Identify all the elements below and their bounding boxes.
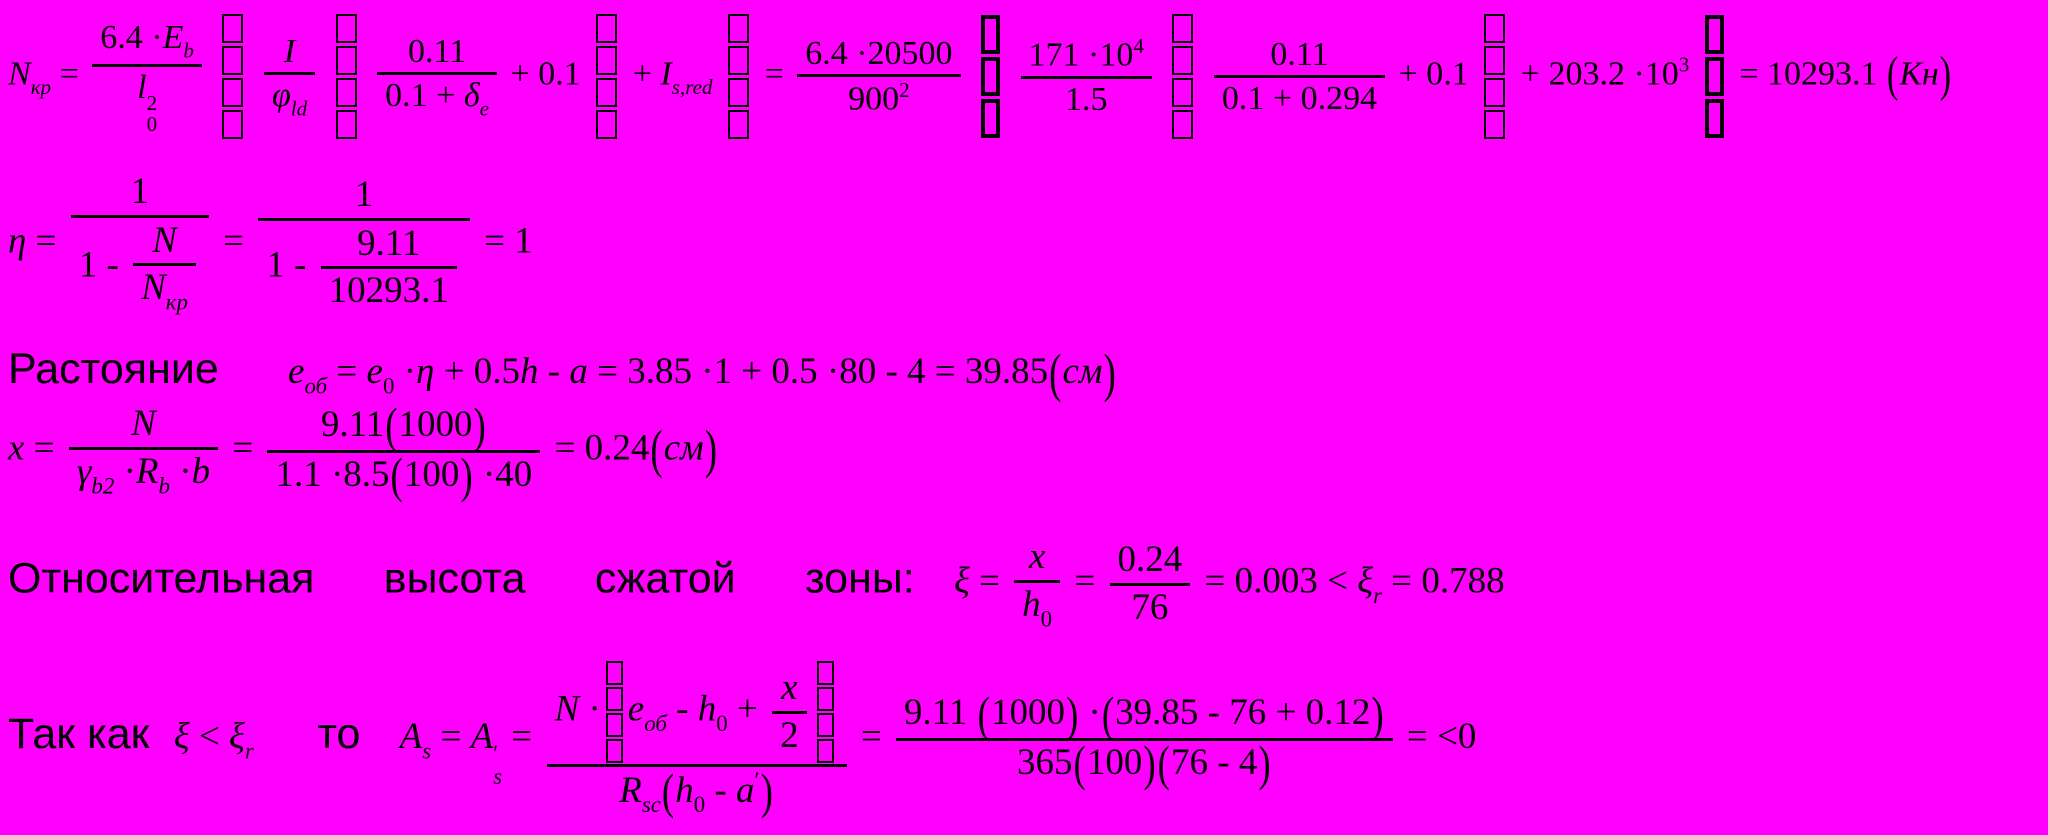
var-gamma: γ: [76, 450, 92, 492]
right-paren: ): [1065, 687, 1079, 743]
left-paren: (: [1049, 344, 1062, 404]
equals-sign: =: [1074, 560, 1105, 602]
var-N: N: [141, 267, 166, 309]
missing-glyph-left-bracket-icon: [222, 14, 243, 139]
frac-911-over-102931: [321, 222, 457, 314]
var-x: x: [8, 427, 25, 469]
unit-sm: см: [663, 427, 704, 469]
var-N: N: [131, 403, 156, 444]
var-I-sub-sred: s,red: [671, 74, 713, 99]
var-xi-sub-r: r: [1373, 582, 1383, 608]
equation-eta: [8, 170, 533, 318]
frac-6.4-20500-over-900sq: [797, 33, 960, 120]
left-paren: (: [661, 764, 675, 820]
right-paren: ): [1258, 737, 1271, 793]
var-phi-sub-ld: ld: [290, 96, 308, 121]
dot-operator: ·: [170, 450, 192, 492]
frac-911-1000-over-den: [267, 398, 540, 504]
equals-sign: =: [336, 351, 367, 392]
den-1-minus: 1 -: [266, 244, 316, 286]
var-h: h: [675, 769, 694, 811]
missing-glyph-right-bracket-icon: [817, 661, 834, 763]
var-xi-sub-r: r: [244, 738, 254, 764]
dot-operator: ·: [114, 450, 136, 492]
dot-operator: ·: [579, 688, 601, 730]
minus-sign: -: [705, 769, 737, 811]
num-6.4-20500: 6.4 ·20500: [805, 35, 953, 73]
var-delta: δ: [463, 77, 480, 115]
var-a: a: [736, 769, 755, 811]
frac-011-over-01-delta: [377, 31, 497, 122]
less-than-sign: <: [189, 716, 229, 758]
missing-glyph-left-paren-icon: [336, 14, 357, 139]
result-39.85: = 3.85 ·1 + 0.5 ·80 - 4 = 39.85: [597, 351, 1049, 392]
equals-sign: =: [35, 220, 66, 262]
right-paren: ): [473, 398, 486, 454]
var-gamma-sub-b2: b2: [91, 472, 115, 498]
var-e: e: [627, 688, 645, 730]
var-h-sub-0: 0: [693, 792, 706, 818]
equals-sign: =: [223, 220, 254, 262]
dot-operator: ·: [1079, 692, 1101, 734]
word-vysota: высота: [383, 554, 526, 603]
equation-xi: [8, 535, 1505, 633]
term-plus-0.1: + 0.1: [1398, 55, 1469, 93]
var-E-sub-b: b: [183, 38, 194, 63]
frac-I-over-phi: [264, 31, 315, 122]
var-h-sub-0: 0: [716, 710, 728, 736]
result-0.788: = 0.788: [1391, 560, 1505, 602]
var-xi: ξ: [953, 560, 970, 602]
right-paren: ): [1103, 344, 1116, 404]
var-eta: η: [416, 351, 435, 392]
den-1.5: 1.5: [1064, 80, 1108, 118]
var-delta-sub-e: e: [479, 96, 490, 121]
equals-sign: =: [232, 427, 263, 469]
missing-glyph-right-bracket-bold-icon: [1705, 15, 1724, 138]
var-E: E: [162, 19, 184, 57]
coef: 6.4 ·: [100, 19, 163, 57]
frac-171e4-over-1.5: [1021, 33, 1152, 120]
term-plus-0.5: + 0.5: [443, 351, 520, 392]
num-1: 1: [354, 174, 374, 216]
var-R-sub-sc: sc: [641, 792, 661, 818]
var-a: a: [569, 351, 588, 392]
equation-x: [8, 398, 718, 504]
den-365: 365: [1017, 742, 1073, 784]
right-paren: ): [704, 421, 718, 481]
frac-024-over-76: [1110, 538, 1191, 630]
var-xi: ξ: [173, 716, 190, 758]
den-100: 100: [1086, 742, 1143, 784]
var-b: b: [191, 450, 211, 492]
equals-sign: =: [764, 55, 793, 93]
sup-3: 3: [1678, 52, 1690, 77]
var-xi-r: ξ: [228, 716, 245, 758]
left-paren: (: [650, 421, 663, 481]
right-paren: ): [1371, 687, 1384, 743]
num-1000: 1000: [398, 403, 473, 445]
right-paren: ): [1143, 737, 1156, 793]
equals-sign: =: [979, 560, 1010, 602]
left-paren: (: [1887, 48, 1899, 103]
minus-sign: -: [666, 688, 698, 730]
num-39.85-76-0.12: 39.85 - 76 + 0.12: [1115, 692, 1371, 734]
missing-glyph-right-paren-icon: [1484, 14, 1505, 139]
missing-glyph-left-paren-icon: [1172, 14, 1193, 139]
frac-x-over-2: [772, 666, 807, 758]
num-0.11: 0.11: [407, 33, 467, 71]
num-9.11: 9.11: [357, 222, 421, 264]
var-h-sub-0: 0: [1040, 605, 1053, 631]
den-0.1-plus: 0.1 +: [385, 77, 464, 115]
dot-operator: ·: [403, 351, 417, 392]
plus-sign: +: [727, 688, 768, 730]
equation-distance: [8, 344, 1117, 404]
equation-as: [8, 660, 1476, 819]
num-171-10: 171 ·10: [1028, 36, 1134, 74]
unit-sm: см: [1062, 351, 1103, 392]
var-h: h: [1022, 583, 1041, 625]
var-R: R: [619, 769, 642, 811]
var-e-sub-0: 0: [382, 373, 395, 399]
var-h: h: [520, 351, 539, 392]
frac-011-over-0.394: [1214, 34, 1385, 119]
right-paren: ): [760, 764, 773, 820]
sub-0: 0: [146, 111, 158, 136]
var-A-sub-s: s: [422, 738, 432, 764]
left-paren: (: [977, 687, 990, 743]
term-203.2: + 203.2 ·10: [1520, 55, 1679, 93]
frac-numeric-result: [896, 687, 1393, 793]
num-9.11: 9.11: [320, 403, 385, 445]
label-rastoyanie: Растояние: [8, 345, 219, 393]
num-0.11: 0.11: [1270, 35, 1329, 73]
frac-6.4Eb-over-l02: [92, 17, 202, 135]
left-paren: (: [390, 448, 403, 504]
equation-n-critical: [8, 14, 1952, 139]
frac-N-over-gammaRb: [69, 402, 218, 500]
word-zony: зоны:: [804, 554, 915, 603]
right-paren: ): [460, 448, 473, 504]
left-paren: (: [1073, 737, 1086, 793]
word-szhatoy: сжатой: [594, 554, 736, 603]
missing-glyph-left-bracket-icon: [606, 661, 623, 763]
equals-sign: =: [860, 716, 891, 758]
den-1-minus: 1 -: [78, 244, 129, 286]
subsup-A-prime-s: [493, 740, 503, 789]
var-N-sub-kr: кр: [30, 74, 52, 99]
sup-2: 2: [899, 78, 910, 103]
var-x: x: [781, 666, 798, 708]
var-e: e: [366, 351, 383, 392]
missing-glyph-left-bracket-bold-icon: [981, 15, 1000, 138]
num-1000: 1000: [990, 692, 1065, 734]
left-paren: (: [385, 398, 398, 454]
equals-sign: =: [511, 716, 542, 758]
var-As-prime: A: [470, 716, 494, 758]
word-otnositelnaya: Относительная: [8, 554, 315, 603]
var-eta: η: [8, 220, 27, 262]
den-2: 2: [780, 714, 799, 756]
var-N: N: [554, 688, 580, 730]
sub-s: s: [493, 763, 503, 789]
left-paren: (: [1157, 737, 1170, 793]
right-paren: ): [1939, 48, 1952, 103]
var-e-sub-ob: об: [304, 373, 328, 399]
var-N: N: [152, 219, 177, 261]
frac-N-eob-over-Rsc: [547, 660, 847, 819]
var-N-sub-kr: кр: [165, 289, 188, 315]
frac-1-over-1-minus-911-10293: [258, 173, 470, 315]
term-plus-0.1: + 0.1: [510, 55, 581, 93]
prime-mark: ′: [754, 768, 760, 793]
num-9.11: 9.11: [903, 692, 977, 734]
missing-glyph-right-bracket-icon: [728, 14, 749, 139]
frac-N-over-Nkr: [133, 219, 196, 317]
den-40: ·40: [473, 453, 533, 495]
frac-1-over-1-minus-N-Nkr: [71, 170, 209, 318]
den-1.1-8.5: 1.1 ·8.5: [275, 453, 390, 495]
equals-sign: =: [33, 427, 64, 469]
var-As: A: [399, 716, 423, 758]
frac-x-over-h0: [1014, 535, 1060, 633]
result-0.003: = 0.003 <: [1204, 560, 1358, 602]
equals-sign: =: [59, 55, 88, 93]
num-0.24: 0.24: [1117, 539, 1183, 581]
var-h: h: [697, 688, 717, 730]
den-76: 76: [1131, 586, 1169, 628]
var-I-sred: I: [660, 55, 672, 93]
var-I: I: [283, 33, 296, 71]
num-1: 1: [130, 171, 150, 212]
word-to: то: [317, 710, 361, 759]
result-1: = 1: [484, 220, 533, 262]
var-l: l: [137, 68, 147, 106]
var-x: x: [1028, 536, 1046, 577]
den-0.1-0.294: 0.1 + 0.294: [1221, 80, 1378, 117]
missing-glyph-right-paren-icon: [596, 14, 617, 139]
equals-sign: =: [440, 716, 471, 758]
subsup-l02: [146, 90, 158, 136]
var-phi: φ: [271, 77, 291, 115]
plus-sign: +: [632, 55, 661, 93]
var-xi-r: ξ: [1357, 560, 1374, 602]
result-10293.1: = 10293.1: [1739, 55, 1887, 93]
left-paren: (: [1101, 687, 1115, 743]
prime-mark: ′: [493, 740, 499, 766]
den-900: 900: [848, 80, 900, 118]
var-N: N: [8, 55, 31, 93]
word-tak-kak: Так как: [8, 710, 150, 759]
sup-4: 4: [1133, 34, 1144, 59]
den-76-4: 76 - 4: [1171, 742, 1258, 784]
var-R-sub-b: b: [158, 472, 170, 498]
result-0.24: = 0.24: [554, 427, 650, 469]
var-R: R: [135, 450, 159, 492]
minus-sign: -: [547, 351, 570, 392]
sup-2: 2: [146, 90, 158, 115]
den-10293.1: 10293.1: [328, 270, 449, 312]
unit-kn: Кн: [1899, 55, 1939, 93]
var-e: e: [288, 351, 305, 392]
den-100: 100: [403, 453, 460, 495]
var-e-sub-ob: об: [644, 710, 667, 736]
result-less-than-0: = <0: [1406, 716, 1477, 758]
